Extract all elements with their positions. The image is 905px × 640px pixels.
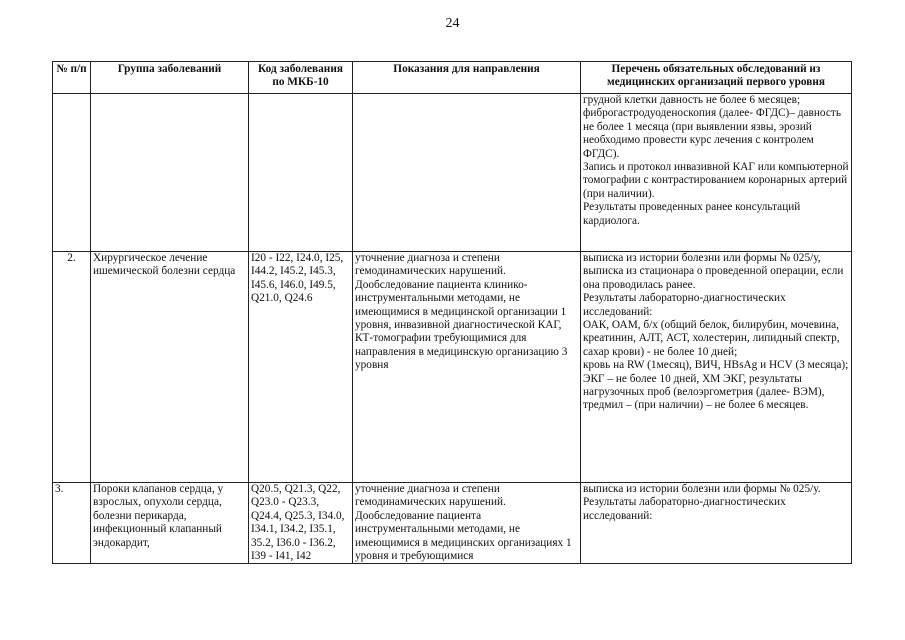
exam-item: грудной клетки давность не более 6 месяцев; (583, 94, 801, 106)
row-number (53, 94, 91, 252)
exam-item: кровь на RW (1месяц), ВИЧ, HBsAg и HCV (3 месяца); (583, 359, 849, 372)
icd-code-cell (249, 94, 353, 252)
icd-code-cell: Q20.5, Q21.3, Q22, Q23.0 - Q23.3, Q24.4, Q25.3, I34.0, I34.1, I34.2, I35.1, 35.2, I36.0 - I36.2, I39 - I41, I42 (249, 483, 353, 564)
exam-item: ЭКГ – не более 10 дней, ХМ ЭКГ, результаты нагрузочных проб (велоэргометрия (далее- ВЭМ), тредмил – (при наличии) – не более 6 месяцев. (583, 372, 825, 412)
header-indications: Показания для направления (353, 62, 581, 94)
row-number: 2. (53, 252, 91, 483)
exam-item: ОАК, ОАМ, б/х (общий белок, билирубин, мочевина, креатинин, АЛТ, АСТ, холестерин, липидный спектр, сахар крови) - не более 10 дней; (583, 319, 840, 358)
disease-group-cell: Пороки клапанов сердца, у взрослых, опухоли сердца, болезни перикарда, инфекционный клапанный эндокардит, (91, 483, 249, 564)
row-number: 3. (53, 483, 91, 564)
table-row (53, 252, 852, 483)
header-icd-code: Код заболевания по МКБ-10 (249, 62, 353, 94)
referral-table (52, 61, 852, 564)
indications-cell: уточнение диагноза и степени гемодинамических нарушений. Дообследование пациента клинико-инструментальными методами, не имеющимися в медицинской организации 1 уровня, инвазивной диагностической КАГ, КТ-томографии требующимися для направления в медицинскую организацию 3 уровня (353, 252, 581, 483)
icd-code-cell: I20 - I22, I24.0, I25, I44.2, I45.2, I45.3, I45.6, I46.0, I49.5, Q21.0, Q24.6 (249, 252, 353, 483)
exam-item: Результаты проведенных ранее консультаций кардиолога. (583, 201, 801, 227)
indications-cell: уточнение диагноза и степени гемодинамических нарушений. Дообследование пациента инструментальными методами, не имеющимися в медицинских организациях 1 уровня и требующимися (353, 483, 581, 564)
disease-group-cell: Хирургическое лечение ишемической болезни сердца (91, 252, 249, 483)
exams-cell (581, 252, 852, 483)
exam-item: Результаты лабораторно-диагностических исследований: (583, 292, 786, 318)
table-row (53, 483, 852, 564)
disease-group-cell (91, 94, 249, 252)
page-number: 24 (445, 16, 460, 31)
header-required-exams: Перечень обязательных обследований из медицинских организаций первого уровня (581, 62, 852, 94)
exams-cell (581, 483, 852, 564)
exam-item: выписка из истории болезни или формы № 025/у, выписка из стационара о проведенной операции, если она проводилась ранее. (583, 252, 844, 291)
exam-item: фиброгастродуоденоскопия (далее- ФГДС)– давность не более 1 месяца (при выявлении язвы, эрозий необходимо провести курс лечения с контролем ФГДС). (583, 107, 841, 160)
exams-cell (581, 94, 852, 252)
table-header-row (53, 62, 852, 94)
header-disease-group: Группа заболеваний (91, 62, 249, 94)
table-row (53, 94, 852, 252)
exam-item: выписка из истории болезни или формы № 025/у. (583, 483, 821, 495)
indications-cell (353, 94, 581, 252)
exam-item: Запись и протокол инвазивной КАГ или компьютерной томографии с контрастированием коронарных артерий (при наличии). (583, 161, 849, 200)
header-number: № п/п (53, 62, 91, 94)
exam-item: Результаты лабораторно-диагностических исследований: (583, 496, 786, 522)
